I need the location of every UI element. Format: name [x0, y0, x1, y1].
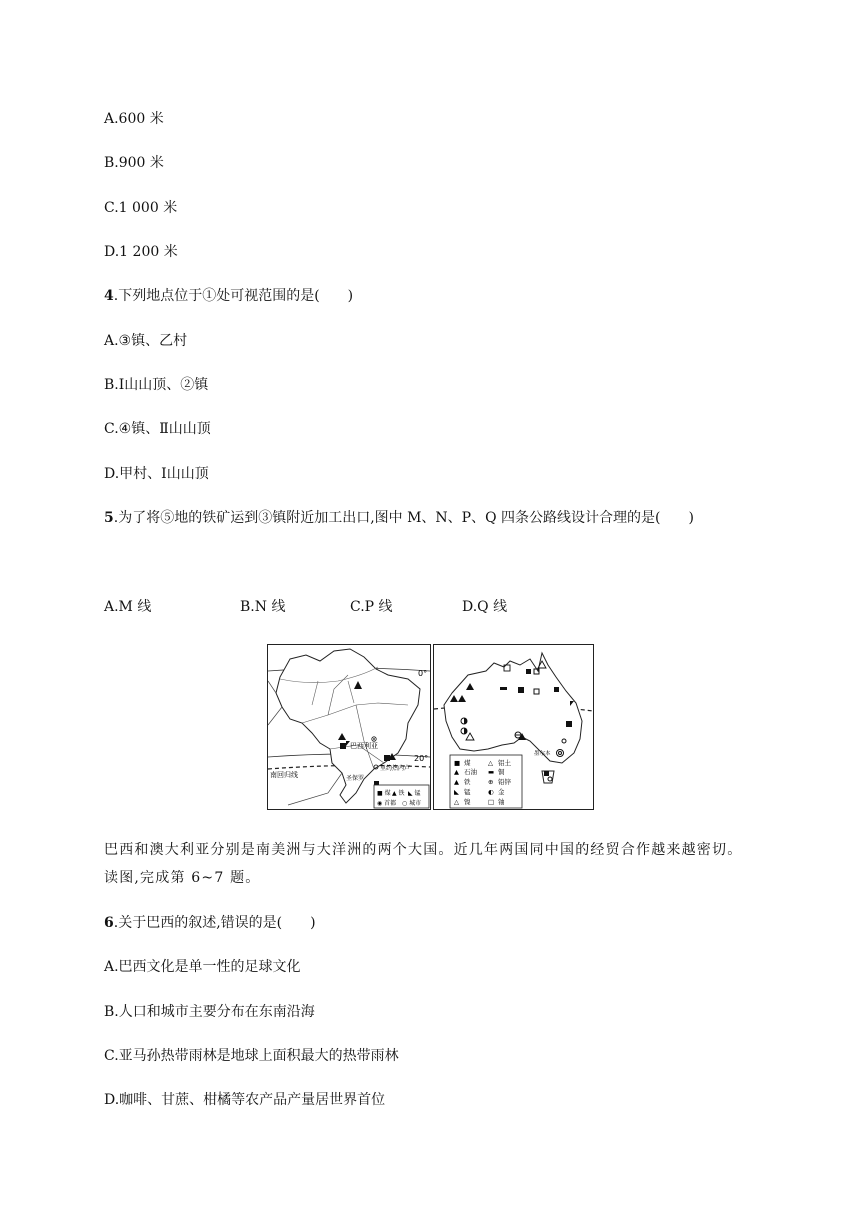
q6-option-b: B.人口和城市主要分布在东南沿海: [104, 1004, 315, 1020]
legend-manganese: ◣ 锰: [408, 790, 421, 797]
passage-line-1: 巴西和澳大利亚分别是南美洲与大洋洲的两个大国。近几年两国同中国的经贸合作越来越密切。: [104, 842, 743, 858]
legend-label-9: 镍: [464, 798, 471, 806]
brazil-map-drawing: [268, 645, 430, 809]
q5-number: 5: [104, 510, 114, 526]
rio-label: 里约热内卢: [380, 765, 411, 772]
q3-option-a: A.600 米: [104, 111, 164, 127]
legend-capital: ◉ 首都: [377, 800, 397, 807]
legend-iron: ▲ 铁: [392, 790, 405, 797]
q3-option-b: B.900 米: [104, 155, 164, 171]
q3-option-c: C.1 000 米: [104, 200, 178, 216]
q4-stem: [104, 287, 353, 305]
legend-label-3: 石油: [464, 768, 477, 776]
legend-sym-5: ▲: [454, 778, 459, 786]
q6-stem-text: .关于巴西的叙述,错误的是( ): [113, 915, 316, 931]
q5-stem-text: .为了将⑤地的铁矿运到③镇附近加工出口,图中 M、N、P、Q 四条公路线设计合理的是( ): [113, 510, 694, 526]
coal-symbol: [554, 687, 559, 692]
coal-symbol: [526, 669, 531, 674]
passage-line-2: 读图,完成第 6~7 题。: [104, 870, 261, 886]
legend-sym-8: ◐: [488, 788, 494, 796]
legend-label-5: 铁: [464, 778, 471, 786]
lat20-label: 20°: [414, 754, 429, 763]
legend-city: ○ 城市: [402, 800, 422, 807]
coal-symbol: [384, 755, 390, 761]
q6-number: 6: [104, 915, 114, 931]
q4-number: 4: [104, 288, 114, 304]
city-label: 墨尔本: [534, 751, 551, 757]
legend-label-8: 金: [498, 788, 505, 796]
saopaulo-label: 圣保罗: [346, 775, 365, 782]
q6-option-a: A.巴西文化是单一性的足球文化: [104, 959, 301, 975]
q6-option-c: C.亚马孙热带雨林是地球上面积最大的热带雨林: [104, 1048, 399, 1064]
legend-sym-2: △: [488, 759, 493, 767]
q5-option-c: C.P 线: [350, 599, 393, 615]
legend-label-1: 煤: [464, 759, 471, 767]
legend-sym-6: ⊕: [488, 778, 494, 786]
copper-symbol: [500, 687, 507, 690]
equator-label: 0°: [418, 669, 428, 678]
brazil-map: [267, 644, 431, 810]
q6-stem: [104, 914, 316, 932]
q3-option-d: D.1 200 米: [104, 244, 178, 260]
legend-sym-3: ▲: [454, 768, 459, 776]
legend-label-7: 锰: [464, 788, 471, 796]
coal-symbol: [566, 721, 572, 727]
legend-sym-1: ■: [454, 759, 461, 767]
coal-symbol: [340, 743, 346, 749]
q6-option-d: D.咖啡、甘蔗、柑橘等农产品产量居世界首位: [104, 1092, 386, 1108]
q4-option-c: C.④镇、Ⅱ山山顶: [104, 421, 211, 437]
q4-stem-text: .下列地点位于①处可视范围的是( ): [113, 288, 354, 304]
capital-label: 巴西利亚: [350, 742, 378, 750]
legend-label-4: 铜: [498, 768, 505, 776]
legend-sym-10: □: [488, 798, 495, 806]
q4-option-a: A.③镇、乙村: [104, 333, 188, 349]
legend-label-2: 铝土: [498, 759, 511, 767]
q5-option-b: B.N 线: [240, 599, 286, 615]
q5-option-d: D.Q 线: [462, 599, 508, 615]
australia-map-drawing: [434, 645, 593, 809]
australia-legend: [450, 755, 522, 808]
legend-coal: ■ 煤: [377, 790, 391, 797]
q4-option-b: B.Ⅰ山山顶、②镇: [104, 377, 209, 393]
legend-label-6: 铅锌: [498, 778, 511, 786]
australia-map: [433, 644, 594, 810]
q5-option-a: A.M 线: [104, 599, 152, 615]
passage: [104, 836, 764, 892]
q4-option-d: D.甲村、Ⅰ山山顶: [104, 466, 209, 482]
q5-options: [104, 598, 604, 616]
legend-label-10: 铀: [498, 798, 505, 806]
australia-outline: [444, 653, 582, 763]
coal-symbol: [544, 771, 549, 776]
legend-sym-9: △: [454, 798, 459, 806]
tropic-label: 南回归线: [270, 771, 298, 779]
legend-sym-7: ◣: [454, 788, 459, 796]
q5-stem: [104, 509, 694, 527]
coal-symbol: [518, 687, 524, 693]
legend-sym-4: ▬: [488, 768, 495, 776]
